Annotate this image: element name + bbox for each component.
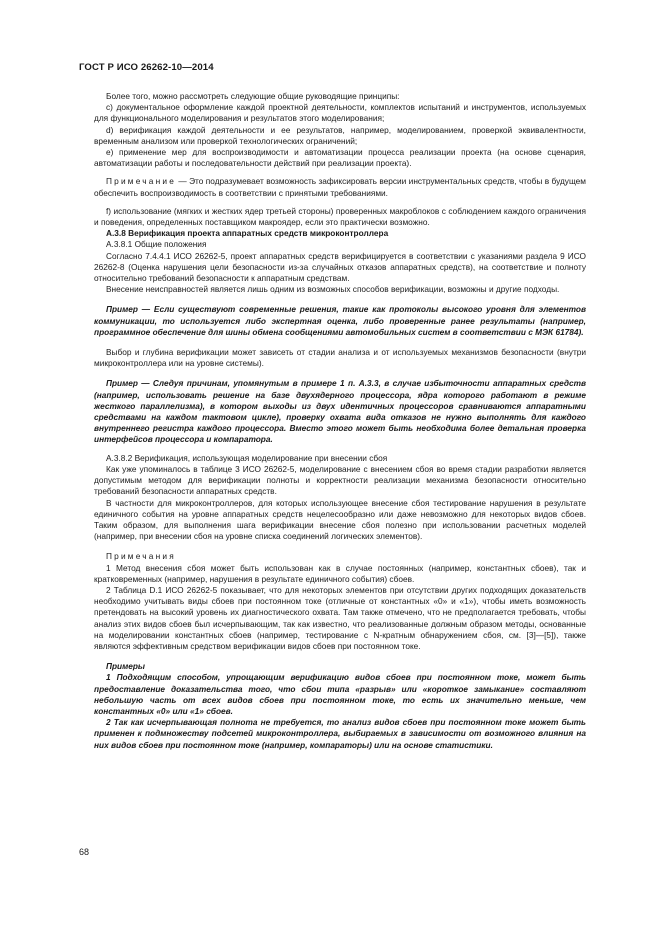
document-header: ГОСТ Р ИСО 26262-10—2014 (79, 62, 214, 73)
notes-label: Примечания (106, 551, 176, 562)
section-a382-heading: А.3.8.2 Верификация, использующая моделирование при внесении сбоя (106, 452, 388, 463)
example-1: Пример — Если существуют современные решения, такие как протоколы высокого уровня для элементов коммуникации, то используется либо экспертная оценка, либо проверенные ранее результаты (например, программное обеспечение для шины обмена сообщениями автомобильных систем в соответствии с МЭК 61784). (94, 304, 586, 337)
note-paragraph (94, 176, 586, 198)
example-list-2: 2 Так как исчерпывающая полнота не требуется, то анализ видов сбоев при постоянном токе может быть применен к подмножеству подсетей микроконтроллера, выбираемых в зависимости от возможного влияния на них видов сбоев при постоянном токе (например, компараторы) или на основе статистики. (94, 717, 586, 750)
paragraph-a381-1: Согласно 7.4.4.1 ИСО 26262-5, проект аппаратных средств верифицируется в соответствии с указаниями раздела 9 ИСО 26262-8 (Оценка нарушения цели безопасности из-за случайных отказов аппаратных средств), на соответствие и полноту относительно требований безопасности к аппаратным средствам. (94, 250, 586, 284)
note-label: Примечание (106, 176, 177, 187)
note-text: — Это подразумевает возможность зафиксировать версии инструментальных средств, чтобы в будущем обеспечить воспроизводимость в соответствии с принятыми требованиями. (94, 176, 586, 198)
page-number: 68 (79, 847, 90, 857)
list-item-f: f) использование (мягких и жестких ядер третьей стороны) проверенных макроблоков с соблюдением каждого ограничения и поведения, определенных поставщиком макроядер, если это практически возможно. (94, 205, 586, 228)
section-a38-heading: А.3.8 Верификация проекта аппаратных средств микроконтроллера (106, 228, 389, 239)
note-1: 1 Метод внесения сбоя может быть использован как в случае постоянных (например, константных сбоев), так и кратковременных (например, нарушения в результате единичного события) сбоев. (94, 562, 586, 584)
section-a381-heading: А.3.8.1 Общие положения (106, 239, 207, 250)
note-2: 2 Таблица D.1 ИСО 26262-5 показывает, что для некоторых элементов при отсутствии других подходящих доказательств необходимо учитывать виды сбоев при постоянном токе (отличные от константных «0» и «1»), чтобы иметь возможность претендовать на высокий уровень их диагностического охвата. Там также отмечено, что не предполагается требовать, чтобы анализ этих видов сбоев был исчерпывающим, так как известно, что реализованные должным образом методы, основанные на моделировании константных сбоев (например, тестирование с N-кратным обнаружением сбоя, см. [3]—[5]), также являются эффективным средством верификации видов сбоев при постоянном токе. (94, 584, 586, 651)
list-item-c: c) документальное оформление каждой проектной деятельности, комплектов испытаний и инструментов, используемых для функционального моделирования и результатов этого моделирования; (94, 102, 586, 124)
paragraph-a382-1: Как уже упоминалось в таблице 3 ИСО 26262-5, моделирование с внесением сбоя во время стадии разработки является допустимым методом для верификации полноты и корректности реализации механизма безопасности относительно требований безопасности аппаратных средств. (94, 463, 586, 497)
example-list-1: 1 Подходящим способом, упрощающим верификацию видов сбоев при постоянном токе, может быть предоставление доказательства того, что сбои типа «разрыв» или «короткое замыкание» составляют небольшую часть от всех видов сбоев при постоянном токе, то есть их значительно меньше, чем константных «0» или «1» сбоев. (94, 672, 586, 716)
examples-label: Примеры (106, 661, 146, 672)
list-item-d: d) верификация каждой деятельности и ее результатов, например, моделированием, проверкой эквивалентности, временным анализом или проверкой технологических ограничений; (94, 124, 586, 146)
intro-paragraph: Более того, можно рассмотреть следующие общие руководящие принципы: (106, 91, 400, 101)
paragraph-verification-depth: Выбор и глубина верификации может зависеть от стадии анализа и от используемых механизмов безопасности (внутри микроконтроллера или на уровне системы). (94, 347, 586, 369)
paragraph-a381-2: Внесение неисправностей является лишь одним из возможных способов верификации, возможны и другие подходы. (106, 284, 560, 295)
page-body (94, 91, 586, 751)
paragraph-a382-2: В частности для микроконтроллеров, для которых использующее внесение сбоя тестирование нарушения в результате единичного события на уровне аппаратных средств нецелесообразно или даже невозможно для некоторых видов сбоев. Таким образом, для выполнения шага верификации внесение сбоя полезно при использовании расчетных моделей (например, при внесении сбоя на уровне списка соединений логических элементов). (94, 497, 586, 542)
list-item-e: e) применение мер для воспроизводимости и автоматизации процесса реализации проекта (на основе сценария, автоматизации работы и последовательности действий при реализации проекта). (94, 147, 586, 169)
example-2: Пример — Следуя причинам, упомянутым в примере 1 п. А.3.3, в случае избыточности аппаратных средств (например, использовать решение на базе двухядерного процессора, ядра которого работают в режиме жесткого параллелизма), в котором выходы из двух идентичных процессоров сравниваются аппаратными средствами на каждом тактовом цикле), проверку охвата вида отказов не нужно выполнять для каждого внутреннего регистра каждого процессора. Вместо этого может быть необходима более детальная проверка интерфейсов процессора и компаратора. (94, 378, 586, 445)
